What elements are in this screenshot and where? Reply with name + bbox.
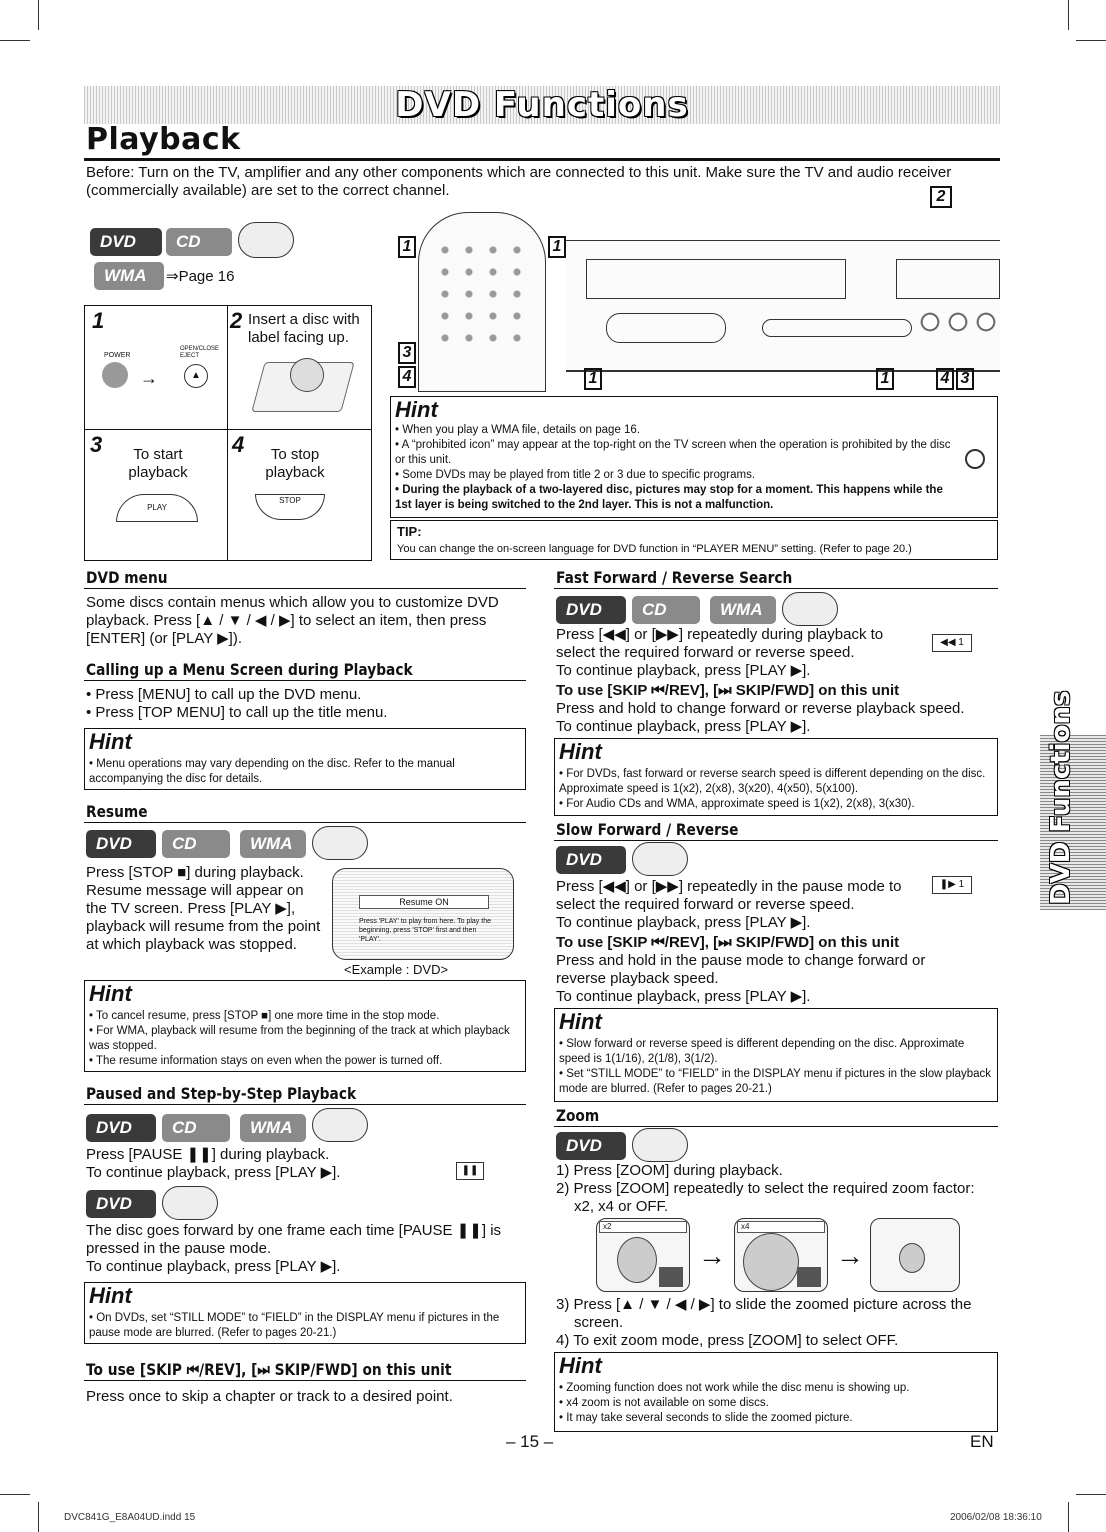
slow-line: Press and hold in the pause mode to change forward or reverse playback speed. [556,952,926,987]
cd-badge [632,596,700,624]
crop-mark [1068,0,1069,30]
crop-mark [0,40,30,41]
fast-line: To continue playback, press [PLAY ▶]. [556,662,811,679]
section-heading: Fast Forward / Reverse Search [556,568,793,587]
hint-item: • To cancel resume, press [STOP ■] one more time in the stop mode. [89,1010,440,1022]
dvd-disc-icon [782,592,838,626]
arrow-icon: → [698,1240,726,1271]
slow-line: Press [◀◀] or [▶▶] repeatedly in the pause mode to select the required forward or reverse speed. [556,878,902,913]
hint-title: Hint [559,1009,602,1034]
callout-1: 1 [876,368,894,390]
callout-3: 3 [398,342,416,364]
section-rule [554,1126,998,1127]
slow-line: To continue playback, press [PLAY ▶]. [556,914,811,931]
badge-label: DVD [566,600,602,619]
resume-text: Press [STOP ■] during playback. Resume message will appear on the TV screen. Press [PLAY ▶], playback will resume from the point at which playback was stopped. [86,864,321,953]
title-rule [84,158,1000,161]
badge-label: CD [642,600,667,619]
callout-1: 1 [584,368,602,390]
player-front-panel [566,240,1000,372]
open-close-label: OPEN/CLOSE EJECT [180,346,220,359]
callout-4: 4 [936,368,954,390]
crop-mark [1076,40,1106,41]
dvd-disc-icon [632,842,688,876]
section-heading: Calling up a Menu Screen during Playback [86,660,413,679]
slow-line: To continue playback, press [PLAY ▶]. [556,988,811,1005]
page-number: – 15 – [506,1432,554,1451]
zoom-step: 1) Press [ZOOM] during playback. [556,1162,783,1179]
footer-timestamp: 2006/02/08 18:36:10 [950,1512,1042,1523]
zoom-step: 2) Press [ZOOM] repeatedly to select the required zoom factor: x2, x4 or OFF. [556,1180,975,1215]
wma-badge [710,596,776,624]
hint-item: • Zooming function does not work while the disc menu is showing up. [559,1382,910,1394]
stop-label: STOP [279,496,301,505]
dvd-badge [556,846,626,874]
step-number: 2 [230,308,243,333]
crop-mark [1068,1502,1069,1532]
hint-item: • When you play a WMA file, details on page 16. [395,424,641,436]
hint-items [89,1311,521,1341]
fast-line: To continue playback, press [PLAY ▶]. [556,718,811,735]
paused-line: Press [PAUSE ❚❚] during playback. [86,1146,330,1163]
fast-line: Press [◀◀] or [▶▶] repeatedly during playback to select the required forward or reverse speed. [556,626,884,661]
dvd-badge [556,596,626,624]
step-text: Insert a disc with label facing up. [248,311,360,346]
crop-mark [1076,1494,1106,1495]
hint-box-menu [84,728,526,790]
section-rule [84,588,526,589]
remote-control-illustration [418,212,546,392]
section-rule [84,680,526,681]
crop-mark [38,0,39,30]
banner-title: DVD Functions [395,85,689,125]
badge-label: CD [172,834,197,853]
dvd-badge [86,830,156,858]
paused-line: To continue playback, press [PLAY ▶]. [86,1258,341,1275]
language-label: EN [970,1432,994,1451]
wma-badge [94,262,164,290]
zoom-x2-illustration [596,1218,690,1292]
hint-title: Hint [89,1283,132,1308]
skip-text: Press once to skip a chapter or track to a desired point. [86,1388,453,1405]
hint-item: • Menu operations may vary depending on the disc. Refer to the manual accompanying the disc for details. [89,758,455,785]
zoom-position-marker [659,1267,683,1287]
prohibited-icon [965,449,985,469]
character-face [743,1233,799,1291]
zoom-x4-label: x4 [737,1221,825,1233]
zoom-x2-label: x2 [599,1221,687,1233]
callout-2: 2 [930,186,952,208]
power-button-icon [102,362,128,388]
badge-label: DVD [96,834,132,853]
section-heading: DVD menu [86,568,168,587]
hint-items [395,423,957,513]
badge-label: WMA [250,834,293,853]
section-heading: Paused and Step-by-Step Playback [86,1084,357,1103]
badge-label: DVD [96,1118,132,1137]
dvd-badge [86,1190,156,1218]
side-tab-label: DVD Functions [1046,690,1076,905]
hint-title: Hint [89,981,132,1006]
hint-items [559,1037,993,1097]
crop-mark [0,1494,30,1495]
resume-screen-text: Press 'PLAY' to play from here. To play the beginning, press 'STOP' first and then 'PLAY'. [359,918,491,943]
callout-3: 3 [956,368,974,390]
play-label: PLAY [147,503,167,512]
hint-item: • A “prohibited icon” may appear at the top-right on the TV screen when the operation is prohibited by the disc or this unit. [395,439,951,466]
section-heading: Slow Forward / Reverse [556,820,739,839]
hint-items [559,1381,993,1426]
hint-title: Hint [559,739,602,764]
hint-item: • Set “STILL MODE” to “FIELD” in the DISPLAY menu if pictures in the slow playback mode are blurred. (Refer to pages 20-21.) [559,1068,992,1095]
hint-items [559,767,993,812]
hint-item: • For DVDs, fast forward or reverse search speed is different depending on the disc. Approximate speed is 1(x2), 2(x8), 3(x20), 4(x50), 5(x100). [559,768,986,795]
dvd-badge [86,1114,156,1142]
dvd-disc-icon [312,826,368,860]
cd-badge [166,228,232,256]
badge-label: DVD [96,1194,132,1213]
dvd-menu-text: Some discs contain menus which allow you to customize DVD playback. Press [▲ / ▼ / ◀ / ▶] to select an item, then press [ENTER] (or [PLAY ▶]). [86,594,499,647]
hint-box-resume [84,980,526,1072]
dvd-disc-icon [632,1128,688,1162]
hint-title: Hint [89,729,132,754]
callout-1: 1 [548,236,566,258]
hint-item: • x4 zoom is not available on some discs. [559,1397,769,1409]
character-face [899,1243,925,1273]
hint-item: • During the playback of a two-layered disc, pictures may stop for a moment. This happens while the 1st layer is being switched to the 2nd layer. This is not a malfunction. [395,484,943,511]
badge-label: CD [176,232,201,251]
tip-label: TIP: [397,524,422,539]
resume-on-bar: Resume ON [359,895,489,909]
badge-label: DVD [566,1136,602,1155]
disc-icon [290,358,324,392]
hint-item: • For Audio CDs and WMA, approximate speed is 1(x2), 2(x8), 3(x30). [559,798,915,810]
badge-label: WMA [720,600,763,619]
hint-title: Hint [559,1353,602,1378]
arrow-right-icon: → [140,368,158,388]
step-number: 1 [92,308,105,333]
step-text: To start playback [128,446,188,481]
badge-label: DVD [566,850,602,869]
tip-box [390,520,998,560]
list-item: • Press [TOP MENU] to call up the title menu. [86,704,388,721]
paused-line: The disc goes forward by one frame each time [PAUSE ❚❚] is pressed in the pause mode. [86,1222,502,1257]
section-banner [84,86,1000,124]
badge-label: WMA [250,1118,293,1137]
slow-osd-indicator: ❚▶ 1 [932,876,972,894]
hint-box-top [390,396,998,518]
hint-item: • It may take several seconds to slide the zoomed picture. [559,1412,853,1424]
section-rule [554,588,998,589]
badge-label: DVD [100,232,136,251]
hint-item: • For WMA, playback will resume from the beginning of the track at which playback was stopped. [89,1025,510,1052]
hint-items [89,1009,521,1069]
step-text: To stop playback [265,446,325,481]
step-number: 3 [90,432,103,457]
footer-filename: DVC841G_E8A04UD.indd 15 [64,1512,196,1523]
calling-menu-list [86,686,522,722]
fast-line: Press and hold to change forward or reverse playback speed. [556,700,965,717]
badge-label: WMA [104,266,147,285]
tip-text: You can change the on-screen language for DVD function in “PLAYER MENU” setting. (Refer to page 20.) [397,543,912,555]
cd-badge [162,1114,230,1142]
section-rule [554,840,998,841]
dvd-disc-icon [162,1186,218,1220]
hint-item: • The resume information stays on even when the power is turned off. [89,1055,443,1067]
page-title: Playback [86,122,241,157]
list-item: • Press [MENU] to call up the DVD menu. [86,686,362,703]
fast-osd-indicator: ◀◀ 1 [932,634,972,652]
callout-4: 4 [398,366,416,388]
section-rule [84,822,526,823]
slow-subheading: To use [SKIP ⏮/REV], [⏭ SKIP/FWD] on this unit [556,934,900,951]
hint-item: • Some DVDs may be played from title 2 or 3 due to specific programs. [395,469,756,481]
power-label: POWER [104,352,131,359]
hint-title: Hint [395,397,438,422]
paused-line: To continue playback, press [PLAY ▶]. [86,1164,341,1181]
wma-badge [240,830,306,858]
badge-label: CD [172,1118,197,1137]
hint-items [89,757,521,787]
intro-text: Before: Turn on the TV, amplifier and any other components which are connected to this unit. Make sure the TV and audio receiver (commercially available) are set to the correct channel. [86,164,952,199]
eject-button-icon: ▲ [184,364,208,388]
crop-mark [38,1502,39,1532]
hint-box-paused [84,1282,526,1344]
dvd-disc-icon [238,222,294,258]
hint-item: • On DVDs, set “STILL MODE” to “FIELD” in the DISPLAY menu if pictures in the pause mode are blurred. (Refer to pages 20-21.) [89,1312,500,1339]
section-heading: To use [SKIP ⏮/REV], [⏭ SKIP/FWD] on this unit [86,1360,452,1379]
hint-box-zoom [554,1352,998,1432]
hint-box-fast [554,738,998,816]
tv-screen-illustration [332,868,514,960]
dvd-badge [556,1132,626,1160]
wma-badge [240,1114,306,1142]
fast-subheading: To use [SKIP ⏮/REV], [⏭ SKIP/FWD] on this unit [556,682,900,699]
section-heading: Resume [86,802,148,821]
page-reference: ⇒Page 16 [166,268,235,285]
arrow-icon: → [836,1240,864,1271]
section-rule [84,1380,526,1381]
zoom-step: 3) Press [▲ / ▼ / ◀ / ▶] to slide the zoomed picture across the screen. [556,1296,972,1331]
example-caption: <Example : DVD> [344,962,449,977]
character-face [617,1237,657,1283]
zoom-off-illustration [870,1218,960,1292]
step-number: 4 [232,432,245,457]
section-rule [84,1104,526,1105]
hint-item: • Slow forward or reverse speed is different depending on the disc. Approximate speed is 1(1/16), 2(1/8), 3(1/2). [559,1038,965,1065]
callout-1: 1 [398,236,416,258]
pause-osd-indicator: ❚❚ [456,1162,484,1180]
section-heading: Zoom [556,1106,600,1125]
dvd-disc-icon [312,1108,368,1142]
dvd-badge [90,228,162,256]
zoom-position-marker [797,1267,821,1287]
zoom-step: 4) To exit zoom mode, press [ZOOM] to select OFF. [556,1332,899,1349]
hint-box-slow [554,1008,998,1102]
play-button-icon [116,494,198,522]
cd-badge [162,830,230,858]
zoom-x4-illustration [734,1218,828,1292]
